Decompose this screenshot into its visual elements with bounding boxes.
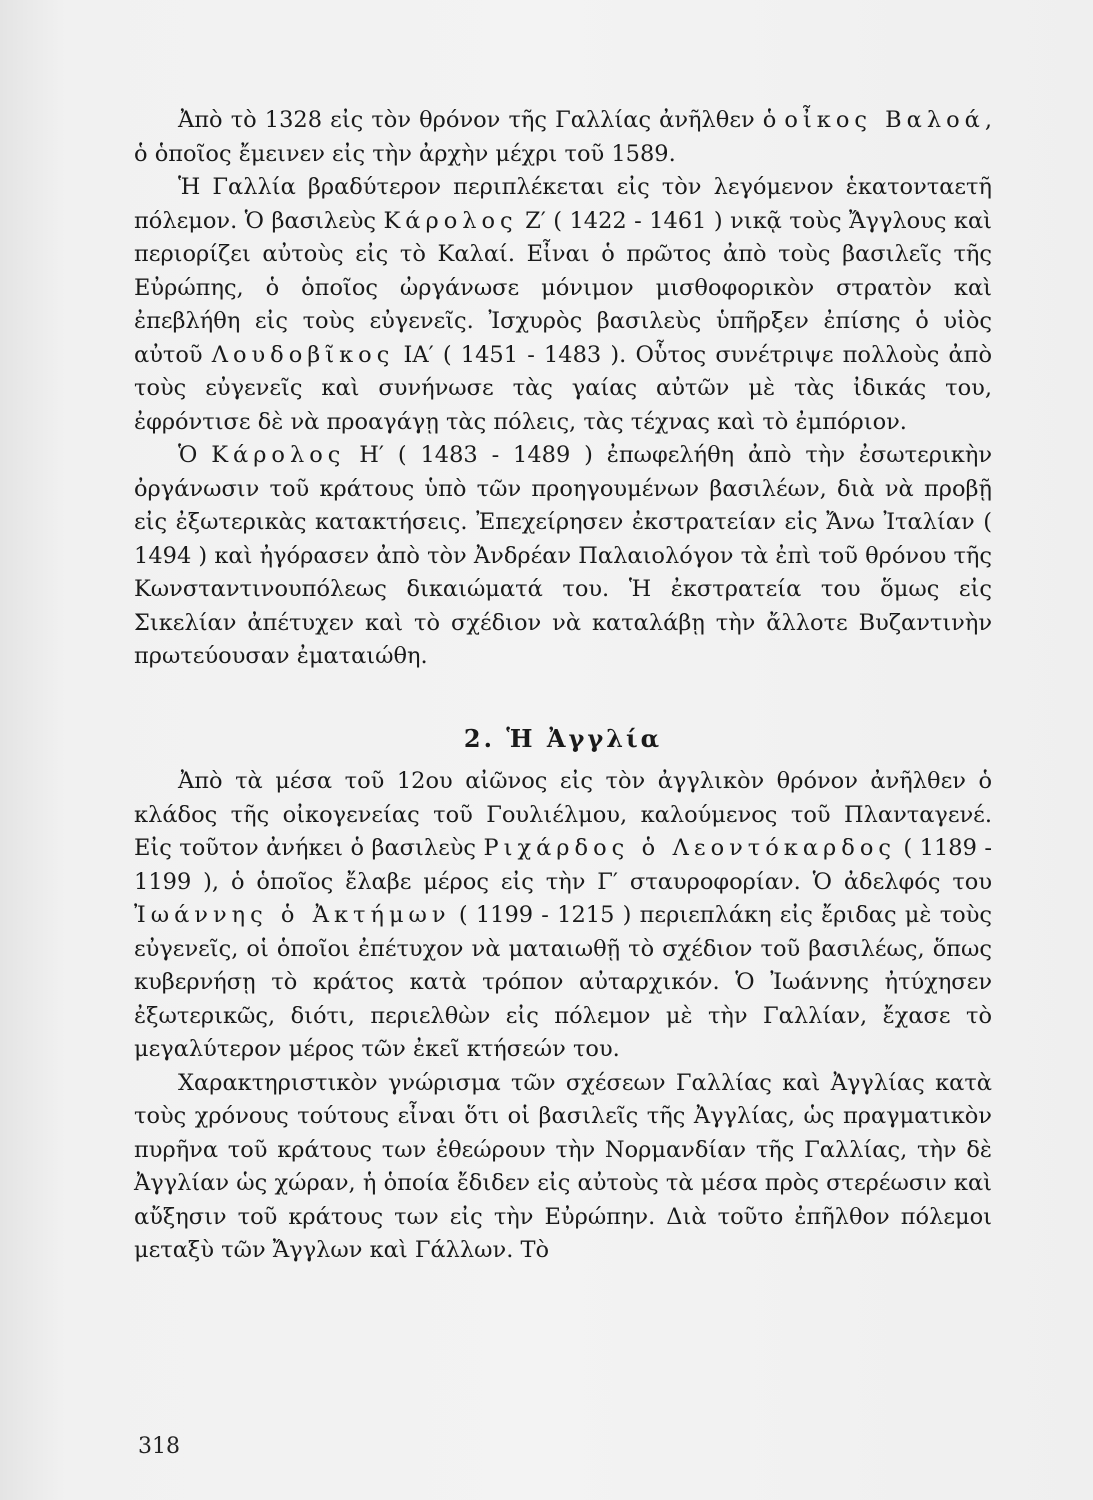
text-run: Ἀπὸ τὸ 1328 εἰς τὸν θρόνον τῆς Γαλλίας ἀνῆλθεν ὁ (178, 107, 785, 133)
spaced-name: Ριχάρδος ὁ Λεοντόκαρδος (483, 835, 896, 861)
paragraph-hundred-years-war (134, 171, 992, 439)
spaced-name: Κάρολος (383, 207, 518, 234)
text-run: ( 1189 - 1199 ), ὁ ὁποῖος ἔλαβε μέρος εἰς τὴν Γ′ σταυροφορίαν. Ὁ ἀδελφός του (134, 835, 992, 895)
spaced-name: οἶκος Βαλοά (784, 107, 985, 133)
section-heading: 2. Ἡ Ἀγγλία (463, 723, 663, 753)
text-run: Ζ′ ( 1422 - 1461 ) νικᾷ τοὺς Ἄγγλους καὶ περιορίζει αὐτοὺς εἰς τὸ Καλαί. Εἶναι ὁ πρῶτος ἀπὸ τοὺς βασιλεῖς τῆς Εὐρώπης, ὁ ὁποῖος ὠργάνωσε μόνιμον μισθοφορικὸν στρατὸν καὶ ἐπεβλήθη εἰς τοὺς εὐγενεῖς. Ἰσχυρὸς βασιλεὺς ὑπῆρξεν ἐπίσης ὁ υἱὸς αὐτοῦ (134, 207, 993, 368)
spaced-name: Κάρολος (211, 442, 346, 468)
text-run: Ὁ (178, 442, 212, 468)
text-run: , ὁ ὁποῖος ἔμεινεν εἰς τὴν ἀρχὴν μέχρι τοῦ 1589. (134, 107, 992, 167)
page-number: 318 (138, 1434, 180, 1459)
spaced-name: Ἰωάννης ὁ Ἀκτήμων (134, 902, 451, 928)
paragraph-plantagenet (134, 765, 992, 1067)
spaced-name: Λουδοβῖκος (211, 341, 395, 368)
text-run: ( 1199 - 1215 ) περιεπλάκη εἰς ἔριδας μὲ τοὺς εὐγενεῖς, οἱ ὁποῖοι ἐπέτυχον νὰ ματαιωθῇ τὸ σχέδιον τοῦ βασιλέως, ὅπως κυβερνήσῃ τὸ κράτος κατὰ τρόπον αὐταρχικόν. Ὁ Ἰωάννης ἠτύχησεν ἐξωτερικῶς, διότι, περιελθὼν εἰς πόλεμον μὲ τὴν Γαλλίαν, ἔχασε τὸ μεγαλύτερον μέρος τῶν ἐκεῖ κτήσεών του. (134, 902, 992, 1062)
text-run: Ἡ Γαλλία βραδύτερον περιπλέκεται εἰς τὸν λεγόμενον ἑκατονταετῆ πόλεμον. Ὁ βασιλεὺς (134, 174, 992, 234)
paragraph-valois (134, 104, 992, 171)
text-run: Η′ ( 1483 - 1489 ) ἐπωφελήθη ἀπὸ τὴν ἐσωτερικὴν ὀργάνωσιν τοῦ κράτους ὑπὸ τῶν προηγουμένων βασιλέων, διὰ νὰ προβῇ εἰς ἐξωτερικὰς κατακτήσεις. Ἐπεχείρησεν ἐκστρατείαν εἰς Ἄνω Ἰταλίαν ( 1494 ) καὶ ἠγόρασεν ἀπὸ τὸν Ἀνδρέαν Παλαιολόγον τὰ ἐπὶ τοῦ θρόνου τῆς Κωνσταντινουπόλεως δικαιώματά του. Ἡ ἐκστρατεία του ὅμως εἰς Σικελίαν ἀπέτυχεν καὶ τὸ σχέδιον νὰ καταλάβῃ τὴν ἄλλοτε Βυζαντινὴν πρωτεύουσαν ἐματαιώθη. (134, 442, 992, 669)
body-text (134, 104, 992, 1268)
text-run: Ἀπὸ τὰ μέσα τοῦ 12ου αἰῶνος εἰς τὸν ἀγγλικὸν θρόνον ἀνῆλθεν ὁ κλάδος τῆς οἰκογενείας τοῦ Γουλιέλμου, καλούμενος τοῦ Πλανταγενέ. Εἰς τοῦτον ἀνήκει ὁ βασιλεὺς (134, 768, 992, 861)
paragraph-charles-viii (134, 439, 992, 674)
paragraph-france-england (134, 1067, 992, 1268)
text-run: Χαρακτηριστικὸν γνώρισμα τῶν σχέσεων Γαλλίας καὶ Ἀγγλίας κατὰ τοὺς χρόνους τούτους εἶναι ὅτι οἱ βασιλεῖς τῆς Ἀγγλίας, ὡς πραγματικὸν πυρῆνα τοῦ κράτους των ἐθεώρουν τὴν Νορμανδίαν τῆς Γαλλίας, τὴν δὲ Ἀγγλίαν ὡς χώραν, ἡ ὁποία ἔδιδεν εἰς αὐτοὺς τὰ μέσα πρὸς στερέωσιν καὶ αὔξησιν τοῦ κράτους των εἰς τὴν Εὐρώπην. Διὰ τοῦτο ἐπῆλθον πόλεμοι μεταξὺ τῶν Ἄγγλων καὶ Γάλλων. Τὸ (134, 1069, 992, 1263)
text-run: ΙΑ′ ( 1451 - 1483 ). Οὗτος συνέτριψε πολλοὺς ἀπὸ τοὺς εὐγενεῖς καὶ συνήνωσε τὰς γαίας αὐτῶν μὲ τὰς ἰδικάς του, ἐφρόντισε δὲ νὰ προαγάγῃ τὰς πόλεις, τὰς τέχνας καὶ τὸ ἐμπόριον. (134, 341, 992, 435)
